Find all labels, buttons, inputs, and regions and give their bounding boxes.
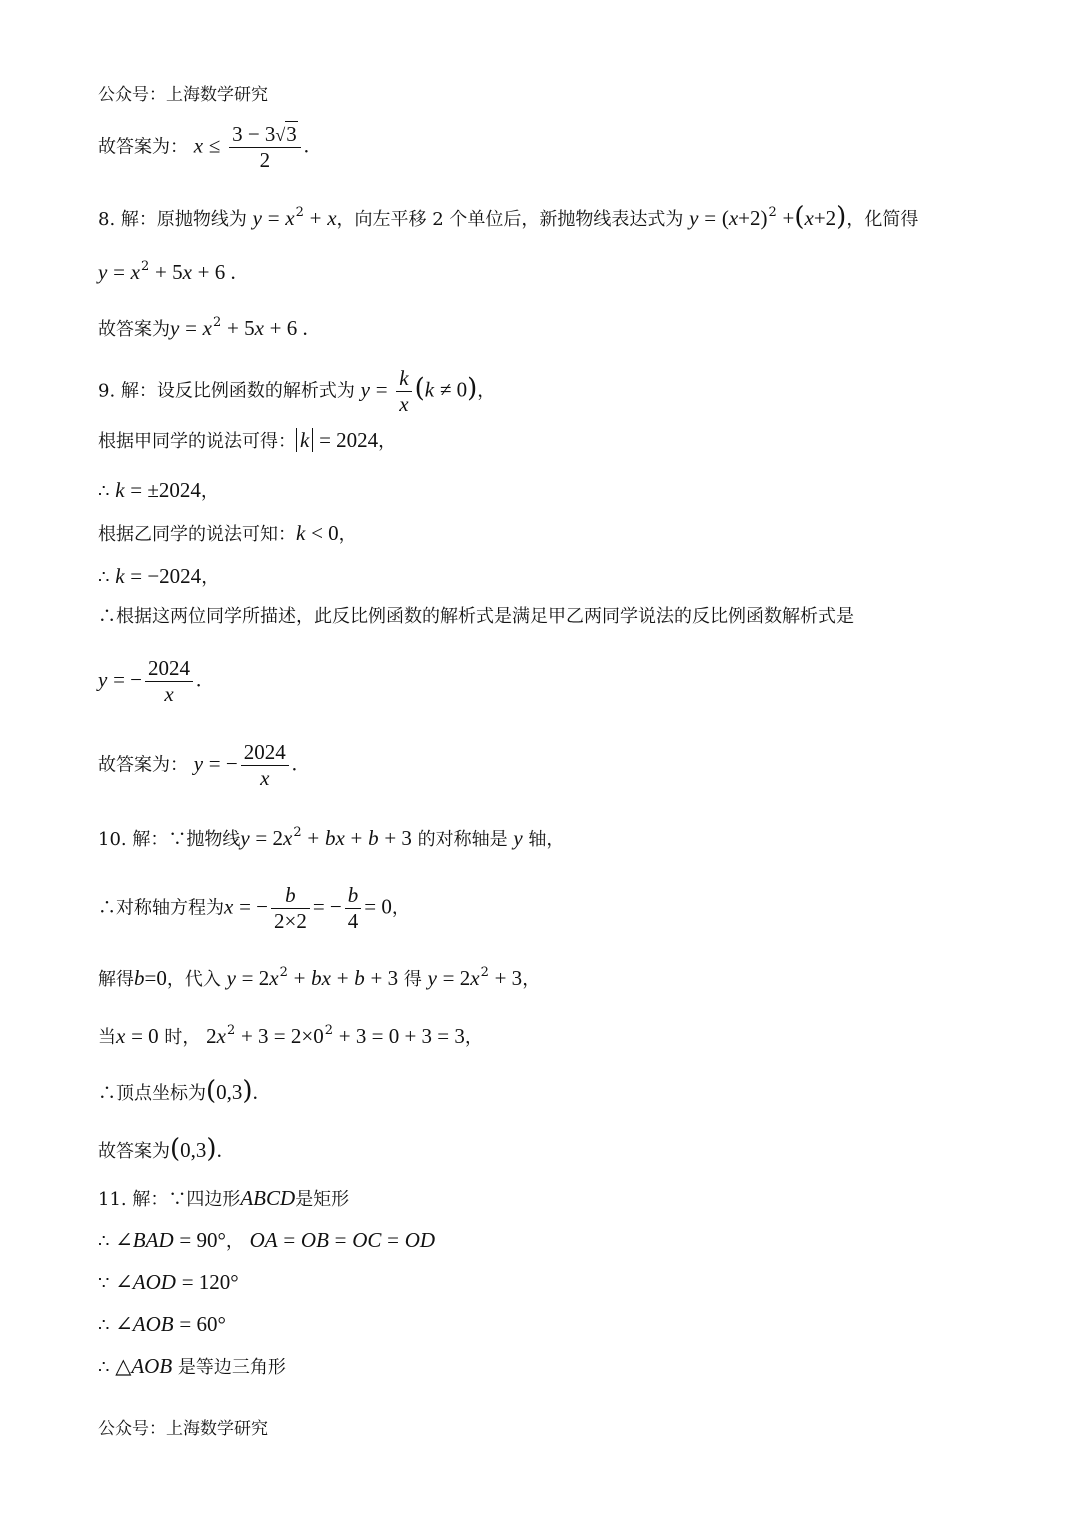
q9-line-3: ∴ k = ±2024， — [98, 478, 219, 502]
fraction: $\frac{3 - 3√3}{2}$ — [229, 122, 301, 173]
q9-line-7: y = − $\frac{2024}{x}$ . — [98, 656, 202, 707]
q8-answer: 故答案为$y = x^2 + 5x + 6$ . — [98, 315, 308, 340]
q9-line-6: ∴根据这两位同学所描述，此反比例函数的解析式是满足甲乙两同学说法的反比例函数解析式是 — [98, 606, 854, 627]
q9-line-4: 根据乙同学的说法可知：k < 0， — [98, 521, 357, 545]
q9-line-2: 根据甲同学的说法可得： k = 2024， — [98, 428, 397, 452]
q9-line-1: 9. 解：设反比例函数的解析式为 y = $\frac{k}{x}$ (k ≠ 0)， — [98, 366, 496, 417]
watermark-top: 公众号：上海数学研究 — [98, 85, 268, 105]
q10-line-4: 当x = 0 时， $2x^2 + 3 = 2\times 0^2 + 3 = 0 + 3 = 3$， — [98, 1023, 483, 1048]
q10-line-5: ∴顶点坐标为(0,3). — [98, 1076, 258, 1106]
q11-line-5: ∴ △AOB 是等边三角形 — [98, 1354, 286, 1378]
q8-result: $y = x^2 + 5x + 6$ . — [98, 259, 236, 284]
q8-line-1: 8. 解：原抛物线为 $y = x^2 + x$，向左平移 2 个单位后，新抛物线表达式为 $y = (x+2)^2 +(x+2)$，化简得 — [98, 202, 919, 232]
q10-line-1: 10. 解：∵抛物线$y = 2x^2$ + bx + b + 3 的对称轴是 y 轴， — [98, 825, 565, 850]
q10-answer: 故答案为(0,3). — [98, 1134, 222, 1164]
q11-line-3: ∵ ∠AOD = 120° — [98, 1270, 239, 1294]
answer-line-7: 故答案为： x ≤ $\frac{3 - 3√3}{2}$ . — [98, 122, 310, 173]
q11-line-4: ∴ ∠AOB = 60° — [98, 1312, 226, 1336]
answer-prefix: 故答案为： — [98, 136, 188, 158]
q9-line-5: ∴ k = −2024， — [98, 564, 220, 588]
q9-answer: 故答案为： y = − $\frac{2024}{x}$ . — [98, 740, 297, 791]
watermark-bottom: 公众号：上海数学研究 — [98, 1419, 268, 1439]
q11-line-2: ∴ ∠BAD = 90°， OA = OB = OC = OD — [98, 1228, 436, 1252]
q11-line-1: 11. 解：∵四边形ABCD是矩形 — [98, 1186, 350, 1210]
q10-line-2: ∴对称轴方程为x = − $\frac{b}{2\times 2}$ = − $\frac{b}{4}$ = 0， — [98, 883, 410, 934]
q10-line-3: 解得b=0，代入 $y = 2x^2$ + bx + b + 3 得 $y = 2x^2 + 3$， — [98, 965, 541, 990]
